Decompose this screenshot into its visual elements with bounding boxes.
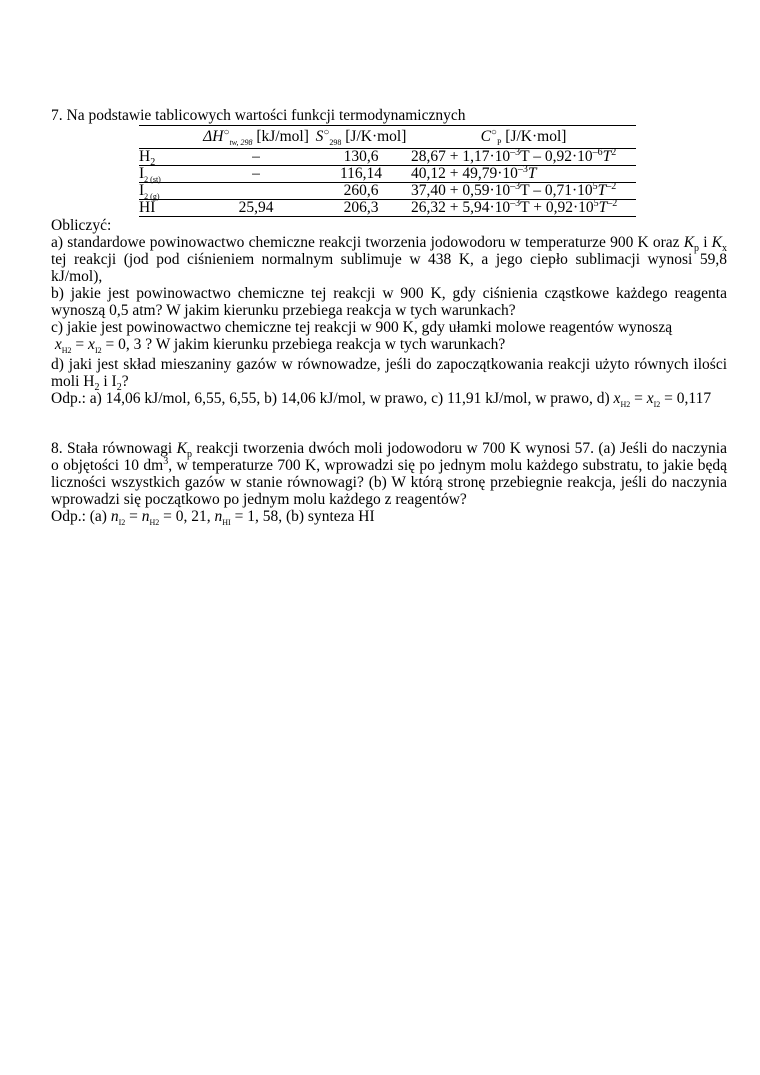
question-a: a) standardowe powinowactwo chemiczne reakcji tworzenia jodowodoru w temperaturze 900 K oraz $K_p$ i $K_x$ tej reakcji (jod pod ciśnieniem normalnym sublimuje w 438 K, a jego ciepło sublimacji wynosi 59,8 kJ/mol), [51, 234, 728, 285]
cell-s: 260,6 [343, 182, 379, 199]
header-cp: $C^○_P$ [J/K·mol] [411, 126, 636, 149]
header-s: $S^○_{298}$ [J/K·mol] [311, 126, 411, 149]
cell-cp: $37,40 + 0,59\cdot 10^{-3}T - 0,71\cdot 10^5T^{-2}$ [411, 180, 617, 199]
cell-substance: $I_{2 (st)}$ [139, 165, 161, 185]
cell-substance: $I_{2 (g)}$ [139, 182, 160, 202]
cell-dh: 25,94 [238, 199, 274, 216]
question-b: b) jakie jest powinowactwo chemiczne tej reakcji w 900 K, gdy ciśnienia cząstkowe każdego reagenta wynoszą 0,5 atm? W jakim kierunku przebiega reakcja w tych warunkach? [51, 285, 727, 319]
thermo-table-wrapper [139, 125, 636, 217]
answer-7: Odp.: a) 14,06 kJ/mol, 6,55, 6,55, b) 14,06 kJ/mol, w prawo, c) 11,91 kJ/mol, w prawo, d) $x_{H2} = x_{I2} = 0,117$ [51, 390, 712, 410]
cell-cp: $28,67 + 1,17\cdot 10^{-3}T - 0,92\cdot 10^{-6}T^2$ [411, 146, 617, 165]
thermo-table [139, 125, 636, 217]
question-c: c) jakie jest powinowactwo chemiczne tej reakcji w 900 K, gdy ułamki molowe reagentów wynoszą [51, 319, 673, 336]
problem-8 [51, 440, 727, 528]
header-substance [139, 126, 201, 149]
table-row [139, 166, 636, 183]
cell-substance: HI [139, 199, 156, 216]
table-header-row [139, 126, 636, 149]
cell-dh: – [252, 165, 260, 182]
problem-7-title: 7. Na podstawie tablicowych wartości funkcji termodynamicznych [51, 107, 466, 124]
table-row [139, 200, 636, 217]
cell-s: 206,3 [343, 199, 379, 216]
cell-substance: $H_2$ [139, 148, 156, 169]
cell-dh: – [252, 148, 260, 165]
cell-dh [201, 183, 311, 200]
problem-8-text: 8. Stała równowagi $K_p$ reakcji tworzenia dwóch moli jodowodoru w 700 K wynosi 57. (a) Jeśli do naczynia o objętości 10 $dm^3$, w temperaturze 700 K, wprowadzi się po jednym molu każdego substratu, to jakie będą liczności wszystkich gazów w stanie równowagi? (b) W którą stronę przebiegnie reakcja, jeśli do naczynia wprowadzi się początkowo po jednym molu każdego z reagentów? [51, 440, 727, 508]
problem-7 [51, 107, 728, 410]
table-row [139, 149, 636, 166]
cell-cp: $40,12 + 49,79\cdot 10^{-3}T$ [411, 163, 537, 182]
document-page [51, 107, 728, 528]
cell-s: 130,6 [343, 148, 379, 165]
oblicz-heading: Obliczyć: [51, 217, 112, 234]
header-dh: $\Delta H^○_{tw, 298}$ [kJ/mol] [201, 126, 311, 149]
question-c-cont: $x_{H2} = x_{I2} = 0$, 3 ? W jakim kierunku przebiega reakcja w tych warunkach? [54, 336, 506, 356]
answer-8: Odp.: (a) $n_{I2} = n_{H2} = 0$, 21, $n_{HI} = 1$, 58, (b) synteza HI [51, 508, 375, 528]
cell-cp: $26,32 + 5,94\cdot 10^{-3}T + 0,92\cdot 10^5T^{-2}$ [411, 197, 618, 216]
question-d: d) jaki jest skład mieszaniny gazów w równowadze, jeśli do zapoczątkowania reakcji użyto równych ilości moli $H_2$ i $I_2$? [51, 356, 727, 394]
cell-s: 116,14 [339, 165, 383, 182]
table-row [139, 183, 636, 200]
